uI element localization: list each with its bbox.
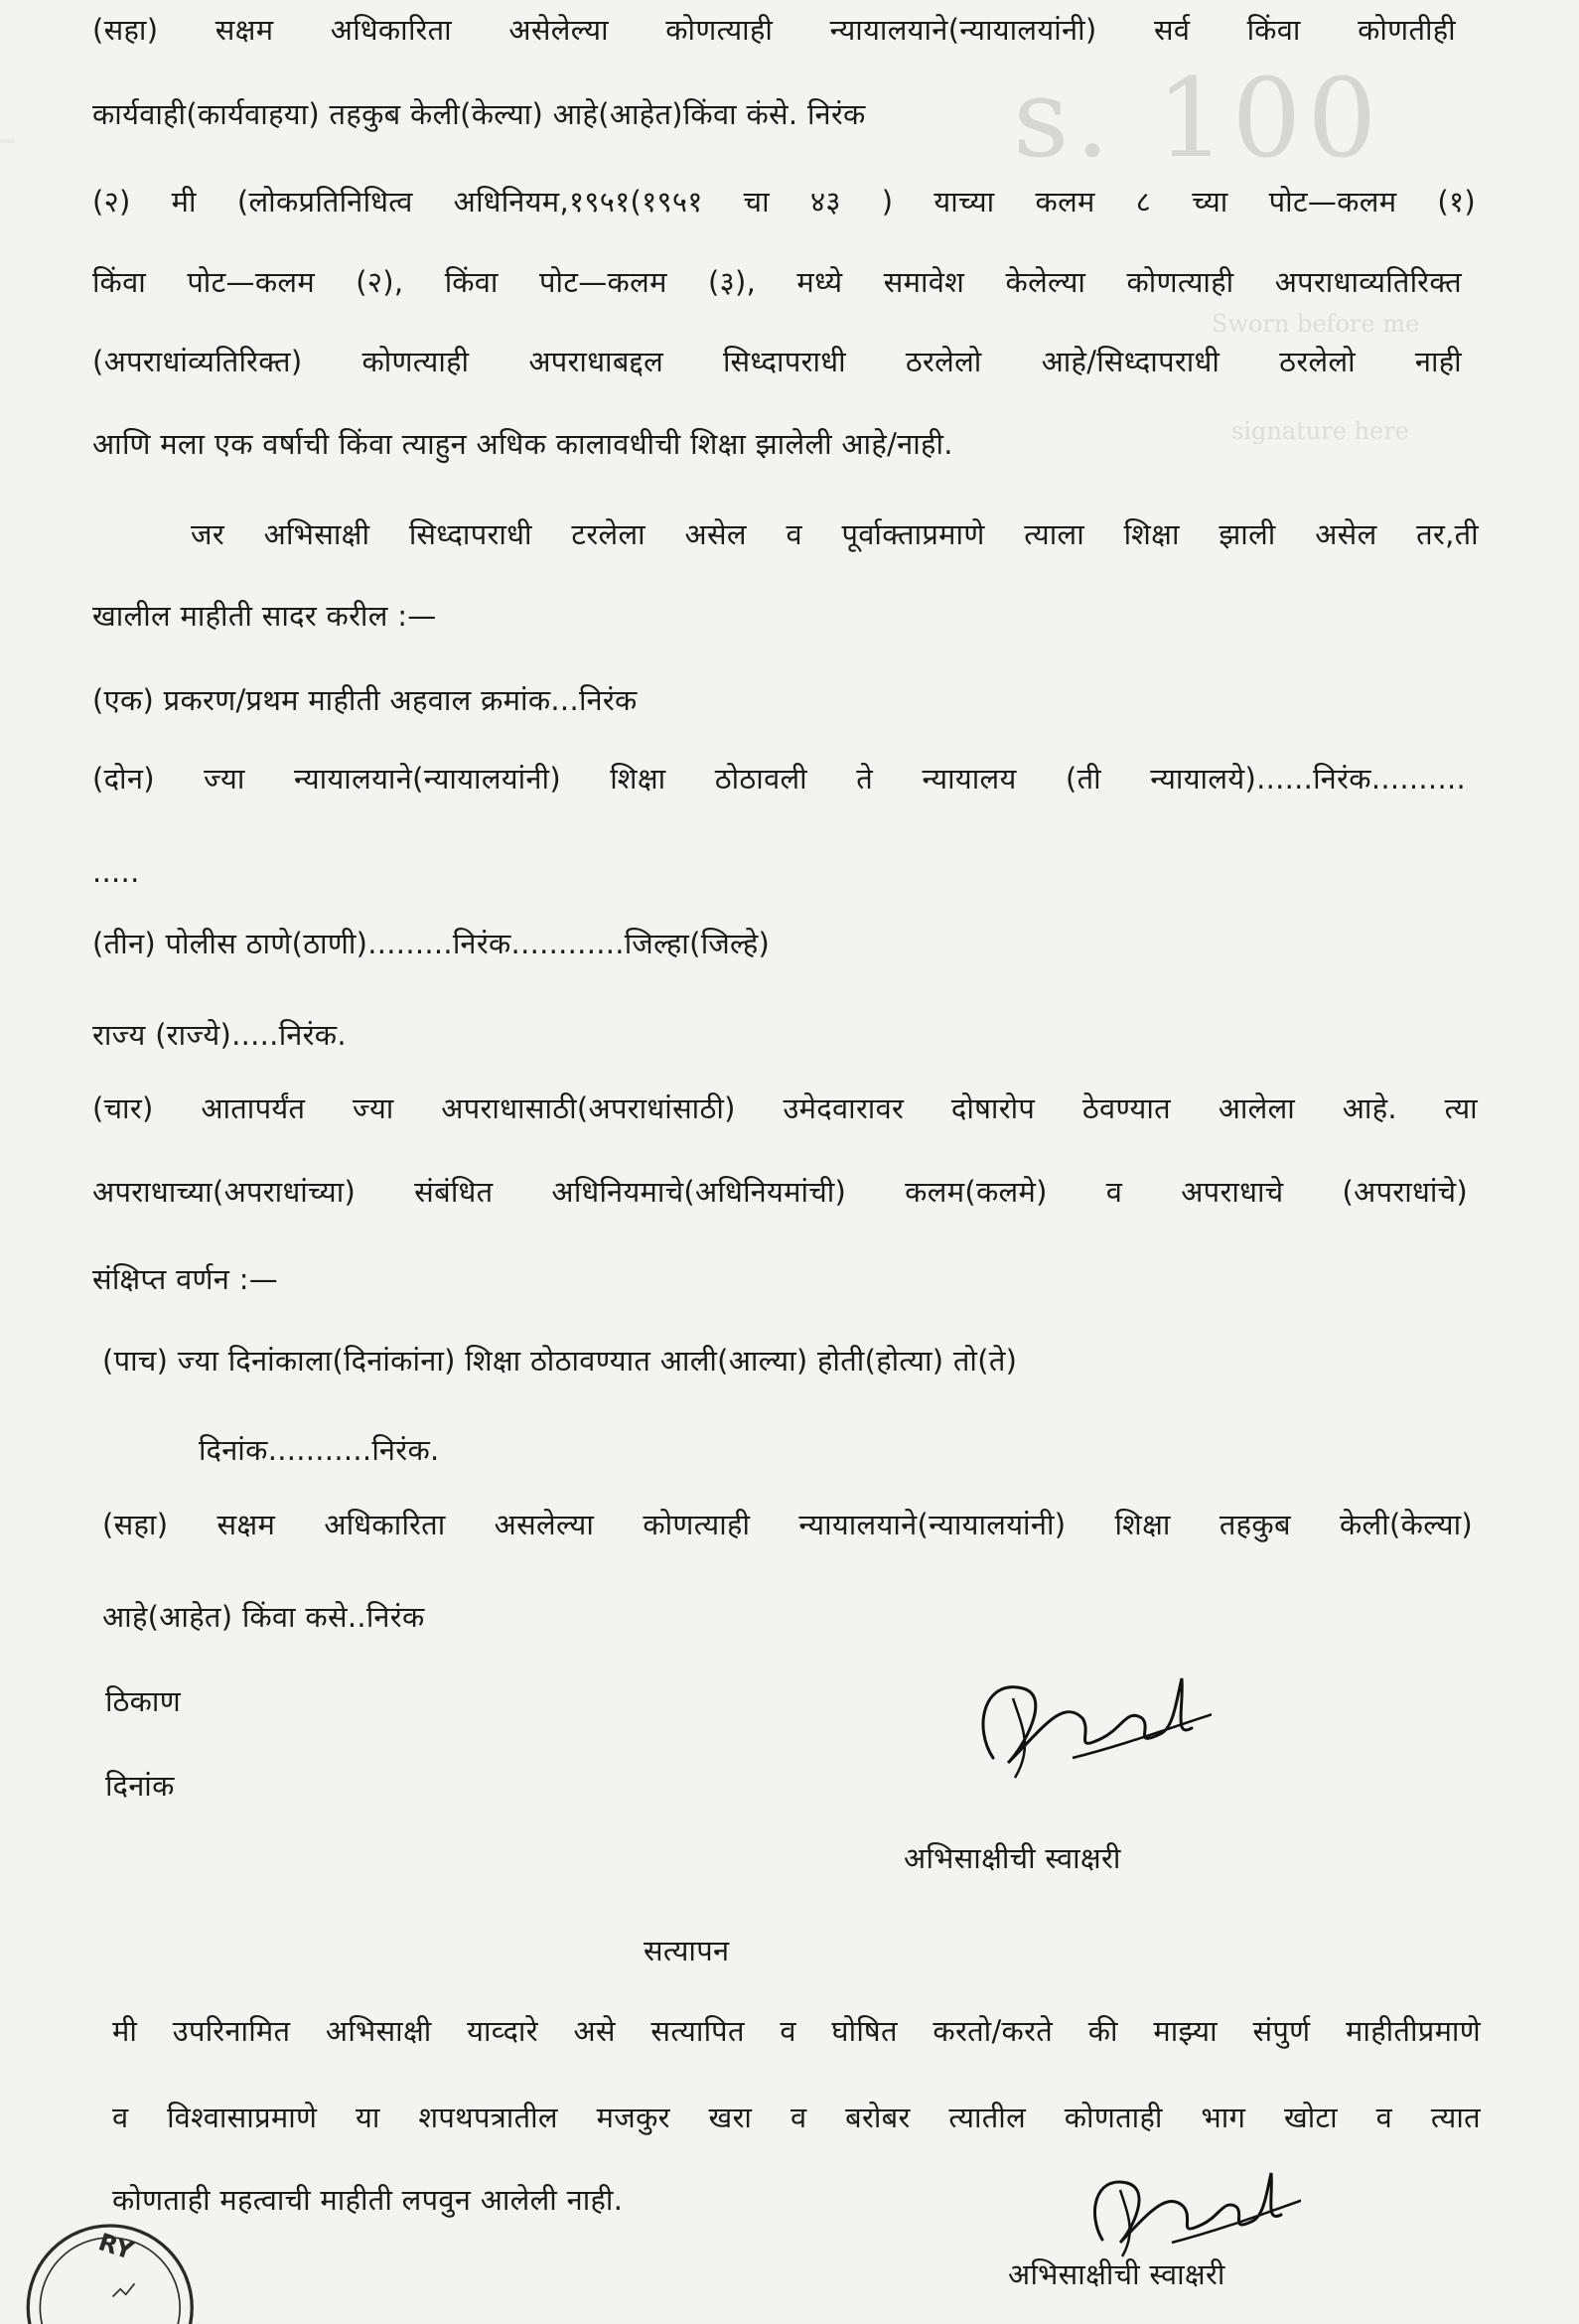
item-five: (पाच) ज्या दिनांकाला(दिनांकांना) शिक्षा ठोठावण्यात आली(आल्या) होती(होत्या) तो(ते) xyxy=(102,1344,1018,1378)
deponent-signature-2 xyxy=(1073,2135,1301,2264)
notary-stamp xyxy=(0,2215,258,2324)
bleed-through-mark: s. 100 xyxy=(1013,55,1383,182)
item-three-state: राज्य (राज्ये).....निरंक. xyxy=(92,1018,347,1052)
bleed-through-mark: Sworn before me xyxy=(1212,310,1420,338)
verification-line-1: मी उपरिनामित अभिसाक्षी याव्दारे असे सत्यापित व घोषित करतो/करते की माझ्या संपुर्ण माहीतीप्रमाणे xyxy=(112,2014,1481,2048)
body-line-8: खालील माहीती सादर करील :— xyxy=(92,599,437,633)
body-line-3: (२) मी (लोकप्रतिनिधित्व अधिनियम,१९५१(१९५१ चा ४३ ) याच्या कलम ८ च्या पोट—कलम (१) xyxy=(92,185,1476,218)
deponent-signature-1 xyxy=(953,1639,1212,1788)
date-label: दिनांक xyxy=(105,1769,175,1803)
body-line-5: (अपराधांव्यतिरिक्त) कोणत्याही अपराधाबद्दल सिध्दापराधी ठरलेलो आहे/सिध्दापराधी ठरलेलो नाही xyxy=(92,345,1462,378)
item-six: (सहा) सक्षम अधिकारिता असलेल्या कोणत्याही न्यायालयाने(न्यायालयांनी) शिक्षा तहकुब केली(केल्या) xyxy=(102,1508,1473,1541)
item-one: (एक) प्रकरण/प्रथम माहीती अहवाल क्रमांक...निरंक xyxy=(92,683,638,717)
body-line-6: आणि मला एक वर्षाची किंवा त्याहुन अधिक कालावधीची शिक्षा झालेली आहे/नाही. xyxy=(92,427,953,461)
verification-line-3: कोणताही महत्वाची माहीती लपवुन आलेली नाही. xyxy=(112,2183,624,2217)
item-four-line-2: अपराधाच्या(अपराधांच्या) संबंधित अधिनियमाचे(अधिनियमांची) कलम(कलमे) व अपराधाचे (अपराधांचे) xyxy=(92,1175,1468,1209)
item-four-line-3: संक्षिप्त वर्णन :— xyxy=(92,1262,279,1296)
paper-crease xyxy=(0,139,14,143)
body-line-7: जर अभिसाक्षी सिध्दापराधी टरलेला असेल व पूर्वाक्ताप्रमाणे त्याला शिक्षा झाली असेल तर,ती xyxy=(191,517,1479,551)
body-line-2: कार्यवाही(कार्यवाहया) तहकुब केली(केल्या) आहे(आहेत)किंवा कंसे. निरंक xyxy=(92,97,866,131)
place-label: ठिकाण xyxy=(105,1684,182,1718)
svg-text:RY: RY xyxy=(94,2228,137,2265)
signature-label-2: अभिसाक्षीची स्वाक्षरी xyxy=(1008,2257,1225,2291)
item-four: (चार) आतापर्यंत ज्या अपराधासाठी(अपराधांसाठी) उमेदवारावर दोषारोप ठेवण्यात आलेला आहे. त्या xyxy=(92,1091,1478,1125)
verification-line-2: व विश्वासाप्रमाणे या शपथपत्रातील मजकुर खरा व बरोबर त्यातील कोणताही भाग खोटा व त्यात xyxy=(112,2101,1481,2134)
signature-label-1: अभिसाक्षीची स्वाक्षरी xyxy=(904,1841,1121,1875)
body-line-4: किंवा पोट—कलम (२), किंवा पोट—कलम (३), मध्ये समावेश केलेल्या कोणत्याही अपराधाव्यतिरिक्त xyxy=(92,265,1462,299)
item-six-line-2: आहे(आहेत) किंवा कसे..निरंक xyxy=(102,1600,425,1634)
item-three: (तीन) पोलीस ठाणे(ठाणी).........निरंक............जिल्हा(जिल्हे) xyxy=(92,927,771,960)
item-five-date: दिनांक...........निरंक. xyxy=(199,1433,440,1467)
item-two: (दोन) ज्या न्यायालयाने(न्यायालयांनी) शिक्षा ठोठावली ते न्यायालय (ती न्यायालये)......निरंक.......... xyxy=(92,762,1466,796)
verification-heading: सत्यापन xyxy=(644,1934,730,1967)
bleed-through-mark: signature here xyxy=(1231,417,1409,445)
body-line-1: (सहा) सक्षम अधिकारिता असेलेल्या कोणत्याही न्यायालयाने(न्यायालयांनी) सर्व किंवा कोणतीही xyxy=(92,13,1456,47)
item-two-continuation: ..... xyxy=(92,855,140,889)
